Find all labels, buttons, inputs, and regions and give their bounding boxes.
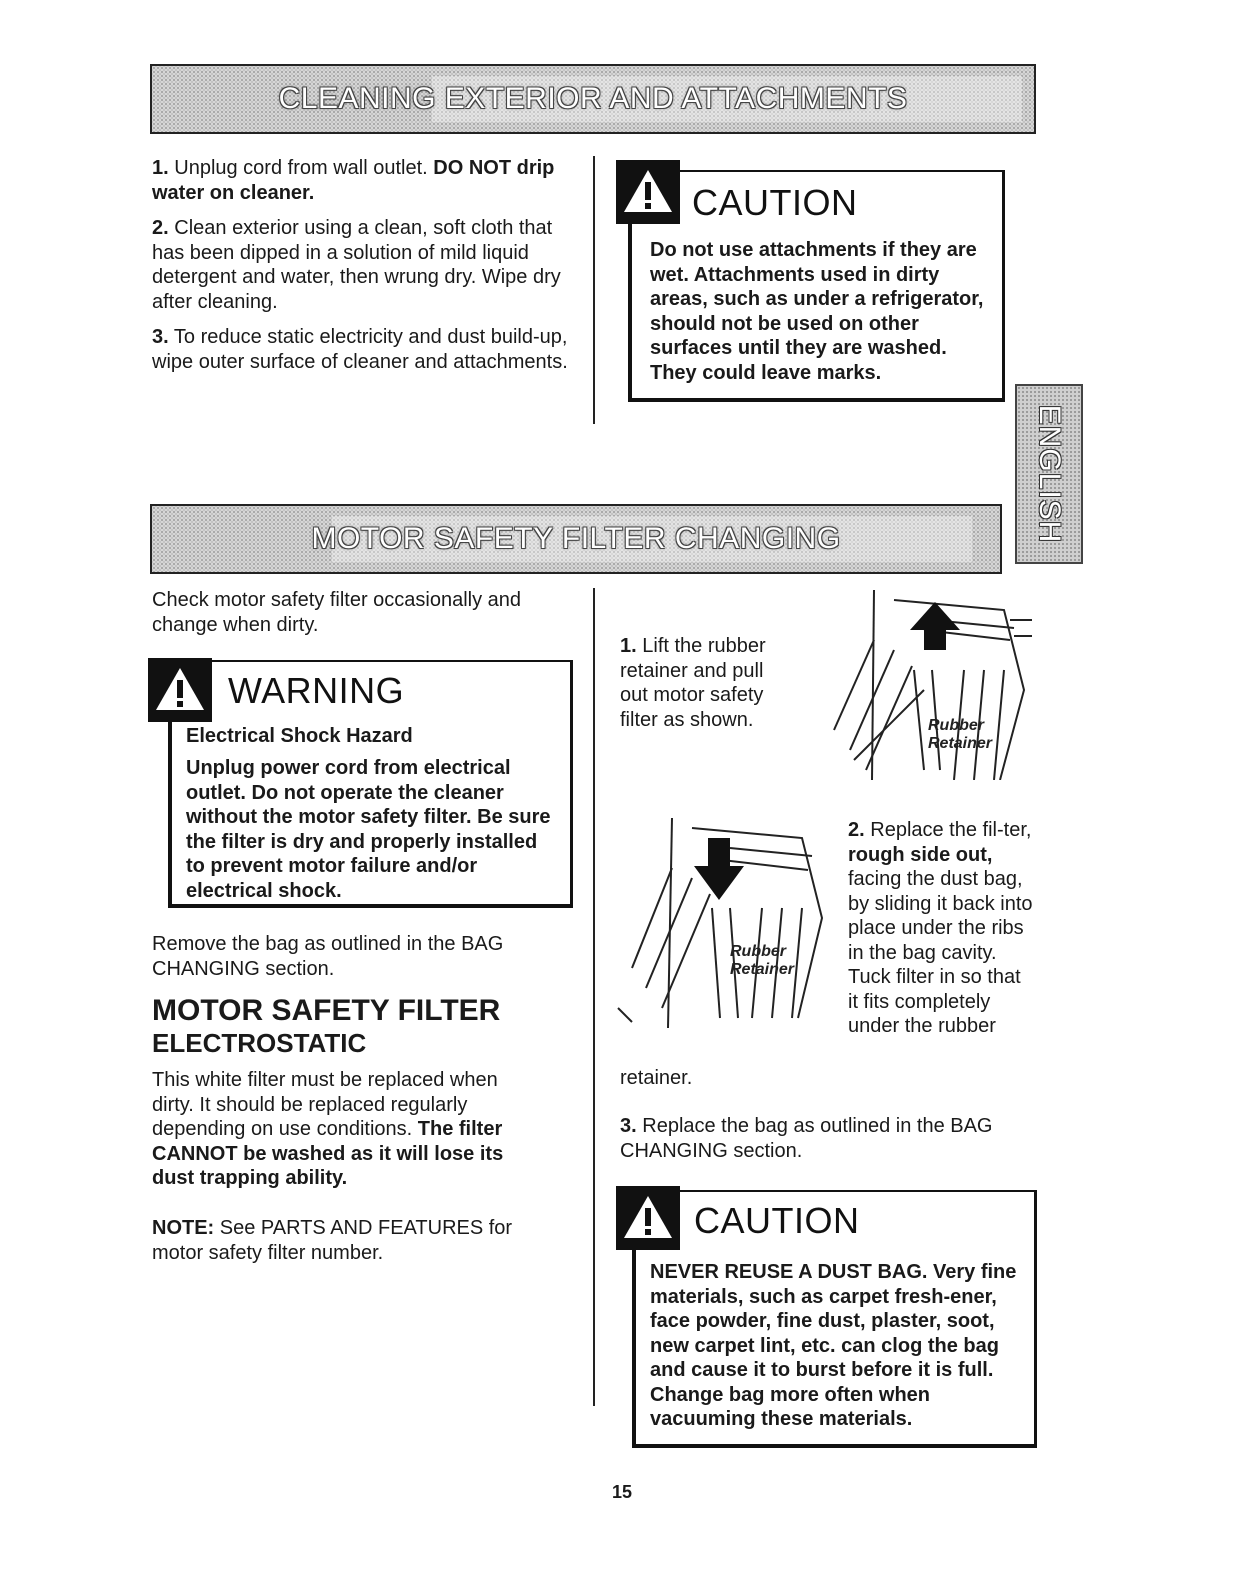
page-number: 15 bbox=[611, 1482, 633, 1502]
svg-text:Rubber: Rubber bbox=[730, 943, 786, 960]
svg-text:Retainer: Retainer bbox=[928, 735, 993, 752]
warning-triangle-icon bbox=[154, 666, 206, 712]
filter-intro: Check motor safety filter occasionally and change when dirty. bbox=[152, 589, 522, 636]
section-title-filter: MOTOR SAFETY FILTER CHANGING bbox=[311, 522, 841, 555]
language-tab bbox=[1015, 384, 1083, 564]
column-divider-bottom bbox=[593, 588, 595, 1406]
caution-text: NEVER REUSE A DUST BAG. Very fine materials, such as carpet fresh-ener, face powder, fine dust, plaster, soot, new carpet lint, etc. can clog the bag and cause it to burst before it is full. Change bag more often when vacuuming these materials. bbox=[650, 1261, 1017, 1430]
cleaning-steps bbox=[152, 156, 582, 385]
warning-triangle-icon bbox=[622, 1194, 674, 1240]
filter-note: NOTE: See PARTS AND FEATURES for motor safety filter number. bbox=[152, 1217, 513, 1264]
figure-lift-retainer bbox=[814, 580, 1034, 780]
caution-heading: CAUTION bbox=[692, 182, 858, 223]
filter-step-3: 3. Replace the bag as outlined in the BAG CHANGING section. bbox=[620, 1115, 993, 1162]
remove-bag-text: Remove the bag as outlined in the BAG CHANGING section. bbox=[152, 933, 504, 980]
section-banner-cleaning bbox=[150, 64, 1036, 134]
cleaning-step-3: 3. To reduce static electricity and dust build-up, wipe outer surface of cleaner and attachments. bbox=[152, 326, 568, 373]
filter-step-2-tail: retainer. bbox=[620, 1067, 693, 1089]
cleaning-step-2: 2. Clean exterior using a clean, soft cloth that has been dipped in a solution of mild liquid detergent and water, then wrung dry. Wipe dry after cleaning. bbox=[152, 217, 561, 313]
warning-triangle-icon bbox=[622, 168, 674, 214]
section-banner-filter bbox=[150, 504, 1002, 574]
filter-step-1: 1. Lift the rubber retainer and pull out motor safety filter as shown. bbox=[620, 635, 766, 731]
warning-subheading: Electrical Shock Hazard bbox=[186, 725, 413, 747]
caution-box-dust-bag bbox=[632, 1190, 1037, 1448]
caution-text: Do not use attachments if they are wet. Attachments used in dirty areas, such as under a refrigerator, should not be used on other surfaces until they are washed. They could leave marks. bbox=[650, 239, 984, 384]
svg-text:Retainer: Retainer bbox=[730, 961, 795, 978]
caution-box-attachments bbox=[628, 170, 1005, 402]
svg-text:Rubber: Rubber bbox=[928, 717, 984, 734]
caution-heading: CAUTION bbox=[694, 1200, 860, 1241]
column-divider-top bbox=[593, 156, 595, 424]
figure-replace-filter bbox=[612, 808, 832, 1028]
warning-badge bbox=[148, 658, 212, 722]
warning-box-shock bbox=[168, 660, 573, 908]
language-tab-label: ENGLISH bbox=[1033, 404, 1066, 544]
section-title-cleaning: CLEANING EXTERIOR AND ATTACHMENTS bbox=[278, 82, 908, 115]
filter-step-2: 2. Replace the fil-ter, rough side out, facing the dust bag, by sliding it back into place under the ribs in the bag cavity. Tuck filter in so that it fits completely under the rubber bbox=[848, 819, 1033, 1037]
cleaning-step-1: 1. Unplug cord from wall outlet. DO NOT drip water on cleaner. bbox=[152, 157, 555, 204]
warning-text: Unplug power cord from electrical outlet. Do not operate the cleaner without the motor safety filter. Be sure the filter is dry and properly installed to prevent motor failure and/or electrical shock. bbox=[186, 757, 551, 902]
warning-heading: WARNING bbox=[228, 670, 405, 711]
caution-badge bbox=[616, 1186, 680, 1250]
filter-subheading: MOTOR SAFETY FILTER ELECTROSTATIC bbox=[152, 994, 501, 1058]
caution-badge bbox=[616, 160, 680, 224]
filter-description: This white filter must be replaced when dirty. It should be replaced regularly depending on use conditions. The filter CANNOT be washed as it will lose its dust trapping ability. bbox=[152, 1069, 504, 1189]
